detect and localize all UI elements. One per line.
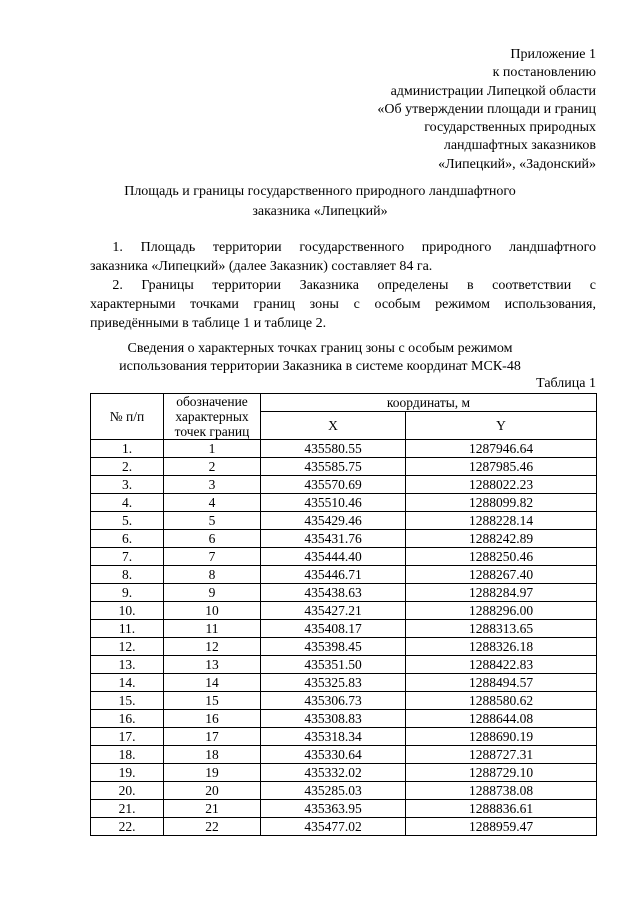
cell-y: 1288022.23	[406, 476, 597, 494]
cell-x: 435580.55	[261, 440, 406, 458]
cell-y: 1288242.89	[406, 530, 597, 548]
cell-point: 16	[164, 710, 261, 728]
cell-num: 13.	[91, 656, 164, 674]
header-point: обозначение характерных точек границ	[164, 394, 261, 440]
cell-num: 20.	[91, 782, 164, 800]
appendix-line: ландшафтных заказников	[443, 138, 596, 154]
table-row	[91, 764, 597, 782]
cell-num: 4.	[91, 494, 164, 512]
cell-x: 435570.69	[261, 476, 406, 494]
cell-num: 18.	[91, 746, 164, 764]
table-title	[0, 340, 640, 376]
cell-num: 5.	[91, 512, 164, 530]
cell-num: 12.	[91, 638, 164, 656]
cell-num: 3.	[91, 476, 164, 494]
cell-x: 435332.02	[261, 764, 406, 782]
table-row	[91, 566, 597, 584]
table-row	[91, 692, 597, 710]
cell-x: 435308.83	[261, 710, 406, 728]
cell-point: 7	[164, 548, 261, 566]
cell-point: 6	[164, 530, 261, 548]
cell-y: 1288836.61	[406, 800, 597, 818]
cell-y: 1288727.31	[406, 746, 597, 764]
table-row	[91, 584, 597, 602]
paragraph-2-line-1: 2. Границы территории Заказника определены в соответствии с	[112, 278, 596, 293]
cell-y: 1288284.97	[406, 584, 597, 602]
cell-y: 1288228.14	[406, 512, 597, 530]
paragraph-1-line-1: 1. Площадь территории государственного природного ландшафтного	[112, 240, 596, 255]
header-num: № п/п	[91, 394, 164, 440]
cell-num: 19.	[91, 764, 164, 782]
cell-point: 1	[164, 440, 261, 458]
cell-num: 14.	[91, 674, 164, 692]
appendix-header	[377, 46, 596, 174]
table-row	[91, 638, 597, 656]
cell-num: 9.	[91, 584, 164, 602]
cell-num: 17.	[91, 728, 164, 746]
appendix-line: «Об утверждении площади и границ	[377, 101, 596, 117]
cell-x: 435285.03	[261, 782, 406, 800]
paragraph-1-line-2: заказника «Липецкий» (далее Заказник) составляет 84 га.	[90, 259, 433, 274]
cell-x: 435398.45	[261, 638, 406, 656]
table-row	[91, 476, 597, 494]
cell-x: 435446.71	[261, 566, 406, 584]
cell-point: 22	[164, 818, 261, 836]
cell-point: 21	[164, 800, 261, 818]
table-row	[91, 512, 597, 530]
cell-num: 8.	[91, 566, 164, 584]
cell-point: 11	[164, 620, 261, 638]
cell-point: 17	[164, 728, 261, 746]
cell-point: 10	[164, 602, 261, 620]
cell-point: 9	[164, 584, 261, 602]
cell-x: 435585.75	[261, 458, 406, 476]
coordinates-table	[90, 393, 597, 836]
cell-y: 1288267.40	[406, 566, 597, 584]
cell-point: 8	[164, 566, 261, 584]
table-row	[91, 548, 597, 566]
cell-x: 435431.76	[261, 530, 406, 548]
cell-x: 435325.83	[261, 674, 406, 692]
header-y: Y	[406, 412, 597, 440]
table-row	[91, 620, 597, 638]
table-row	[91, 800, 597, 818]
document-title	[0, 182, 640, 222]
cell-x: 435330.64	[261, 746, 406, 764]
header-x: X	[261, 412, 406, 440]
cell-num: 6.	[91, 530, 164, 548]
appendix-line: Приложение 1	[510, 47, 596, 62]
table-row	[91, 818, 597, 836]
table-row	[91, 782, 597, 800]
table-row	[91, 458, 597, 476]
cell-point: 3	[164, 476, 261, 494]
document-title-line: заказника «Липецкий»	[252, 204, 388, 219]
cell-x: 435351.50	[261, 656, 406, 674]
cell-y: 1288326.18	[406, 638, 597, 656]
cell-point: 18	[164, 746, 261, 764]
cell-num: 16.	[91, 710, 164, 728]
cell-point: 15	[164, 692, 261, 710]
table-row	[91, 656, 597, 674]
table-row	[91, 602, 597, 620]
cell-x: 435408.17	[261, 620, 406, 638]
table-row	[91, 710, 597, 728]
cell-num: 7.	[91, 548, 164, 566]
cell-x: 435477.02	[261, 818, 406, 836]
cell-point: 5	[164, 512, 261, 530]
cell-y: 1288738.08	[406, 782, 597, 800]
cell-num: 11.	[91, 620, 164, 638]
cell-y: 1287946.64	[406, 440, 597, 458]
cell-y: 1288250.46	[406, 548, 597, 566]
table-row	[91, 728, 597, 746]
cell-y: 1288313.65	[406, 620, 597, 638]
cell-x: 435438.63	[261, 584, 406, 602]
table-body	[91, 440, 597, 836]
cell-x: 435510.46	[261, 494, 406, 512]
cell-num: 22.	[91, 818, 164, 836]
cell-y: 1287985.46	[406, 458, 597, 476]
paragraph-2-line-3: приведёнными в таблице 1 и таблице 2.	[90, 316, 327, 331]
cell-point: 12	[164, 638, 261, 656]
cell-y: 1288422.83	[406, 656, 597, 674]
appendix-line: администрации Липецкой области	[390, 83, 596, 99]
cell-point: 14	[164, 674, 261, 692]
paragraph-2-line-2: характерными точками границ зоны с особым режимом использования,	[90, 297, 596, 312]
cell-x: 435363.95	[261, 800, 406, 818]
cell-y: 1288580.62	[406, 692, 597, 710]
cell-y: 1288099.82	[406, 494, 597, 512]
cell-x: 435427.21	[261, 602, 406, 620]
cell-y: 1288296.00	[406, 602, 597, 620]
table-title-line: использования территории Заказника в системе координат МСК-48	[119, 359, 521, 374]
cell-point: 2	[164, 458, 261, 476]
cell-x: 435318.34	[261, 728, 406, 746]
appendix-line: к постановлению	[492, 65, 596, 81]
table-row	[91, 440, 597, 458]
cell-num: 2.	[91, 458, 164, 476]
header-coords: координаты, м	[261, 394, 597, 412]
cell-x: 435306.73	[261, 692, 406, 710]
cell-y: 1288959.47	[406, 818, 597, 836]
document-title-line: Площадь и границы государственного природного ландшафтного	[124, 184, 516, 199]
table-title-line: Сведения о характерных точках границ зоны с особым режимом	[127, 341, 513, 356]
cell-point: 19	[164, 764, 261, 782]
cell-num: 10.	[91, 602, 164, 620]
table-label: Таблица 1	[536, 376, 596, 391]
appendix-line: «Липецкий», «Задонский»	[438, 156, 596, 172]
cell-y: 1288729.10	[406, 764, 597, 782]
cell-y: 1288494.57	[406, 674, 597, 692]
cell-point: 20	[164, 782, 261, 800]
cell-x: 435444.40	[261, 548, 406, 566]
cell-y: 1288690.19	[406, 728, 597, 746]
cell-x: 435429.46	[261, 512, 406, 530]
cell-point: 4	[164, 494, 261, 512]
cell-num: 15.	[91, 692, 164, 710]
cell-y: 1288644.08	[406, 710, 597, 728]
table-row	[91, 494, 597, 512]
table-row	[91, 674, 597, 692]
appendix-line: государственных природных	[424, 120, 596, 136]
cell-num: 21.	[91, 800, 164, 818]
cell-num: 1.	[91, 440, 164, 458]
cell-point: 13	[164, 656, 261, 674]
table-row	[91, 746, 597, 764]
table-row	[91, 530, 597, 548]
